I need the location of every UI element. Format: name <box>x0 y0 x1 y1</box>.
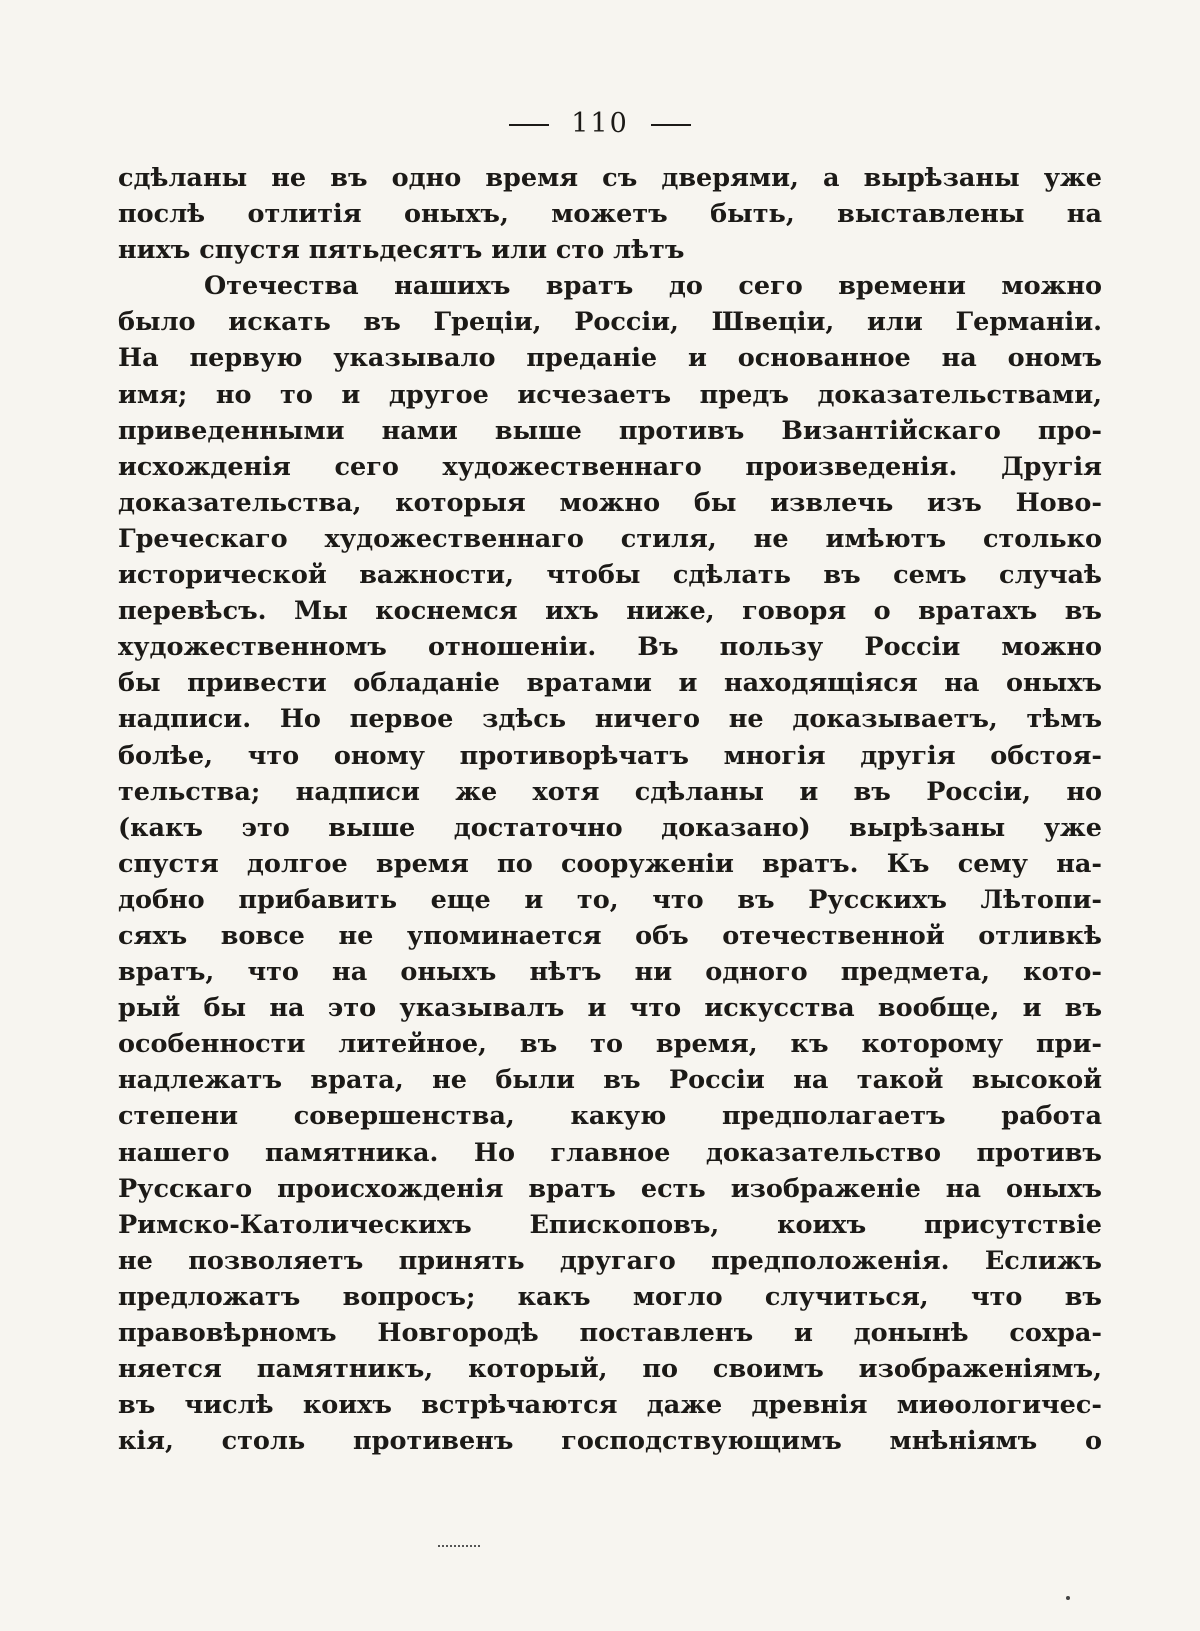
text-line: сдѣланы не въ одно время съ дверями, а вырѣзаны уже <box>118 163 1102 193</box>
text-line: исхожденія сего художественнаго произведенія. Другія <box>118 451 1102 482</box>
page-body-text <box>118 160 1102 1459</box>
text-line: сяхъ вовсе не упоминается объ отечественной отливкѣ <box>118 920 1102 951</box>
text-line: исторической важности, чтобы сдѣлать въ семъ случаѣ <box>118 560 1102 591</box>
text-line: въ числѣ коихъ встрѣчаются даже древнія миѳологичес- <box>118 1390 1102 1421</box>
text-line: послѣ отлитія оныхъ, можетъ быть, выставлены на <box>118 199 1102 230</box>
text-line: не позволяетъ принять другаго предположенія. Еслижъ <box>118 1245 1102 1276</box>
text-line: На первую указывало преданіе и основанное на ономъ <box>118 343 1102 374</box>
text-line: особенности литейное, въ то время, къ которому при- <box>118 1029 1102 1060</box>
text-line: доказательства, которыя можно бы извлечь изъ Ново- <box>118 487 1102 518</box>
page-header <box>0 108 1200 139</box>
text-line: надлежатъ врата, не были въ Россіи на такой высокой <box>118 1065 1102 1096</box>
ink-dot <box>1066 1596 1070 1600</box>
header-dash-left <box>509 124 549 126</box>
text-line: спустя долгое время по сооруженіи вратъ. Къ сему на- <box>118 848 1102 879</box>
text-line: имя; но то и другое исчезаетъ предъ доказательствами, <box>118 379 1102 410</box>
text-line: Греческаго художественнаго стиля, не имѣютъ столько <box>118 523 1102 554</box>
text-line: добно прибавить еще и то, что въ Русскихъ Лѣтопи- <box>118 884 1102 915</box>
text-line: Римско-Католическихъ Епископовъ, коихъ присутствіе <box>118 1209 1102 1240</box>
text-line: было искать въ Греціи, Россіи, Швеціи, или Германіи. <box>118 307 1102 338</box>
text-line: правовѣрномъ Новгородѣ поставленъ и донынѣ сохра- <box>118 1318 1102 1348</box>
text-line: нашего памятника. Но главное доказательство противъ <box>118 1137 1102 1168</box>
text-line: нихъ спустя пятьдесятъ или сто лѣтъ <box>118 235 685 266</box>
text-line: надписи. Но первое здѣсь ничего не доказываетъ, тѣмъ <box>118 704 1102 735</box>
text-line: художественномъ отношеніи. Въ пользу Россіи можно <box>118 632 1102 663</box>
text-line: няется памятникъ, который, по своимъ изображеніямъ, <box>118 1354 1102 1385</box>
text-line: степени совершенства, какую предполагаетъ работа <box>118 1101 1102 1132</box>
text-line: предложатъ вопросъ; какъ могло случиться, что въ <box>118 1281 1102 1312</box>
text-line: Отечества нашихъ вратъ до сего времени можно <box>204 271 1102 302</box>
text-line: приведенными нами выше противъ Византійскаго про- <box>118 415 1102 446</box>
text-line: рый бы на это указывалъ и что искусства вообще, и въ <box>118 993 1102 1024</box>
text-line: вратъ, что на оныхъ нѣтъ ни одного предмета, кото- <box>118 957 1102 988</box>
text-line: перевѣсъ. Мы коснемся ихъ ниже, говоря о вратахъ въ <box>118 596 1102 627</box>
text-line: Русскаго происхожденія вратъ есть изображеніе на оныхъ <box>118 1173 1102 1204</box>
header-dash-right <box>651 124 691 126</box>
text-line: (какъ это выше достаточно доказано) вырѣзаны уже <box>118 812 1102 843</box>
text-line: бы привести обладаніе вратами и находящіяся на оныхъ <box>118 668 1102 699</box>
text-line: тельства; надписи же хотя сдѣланы и въ Россіи, но <box>118 776 1102 807</box>
text-line: болѣе, что оному противорѣчатъ многія другія обстоя- <box>118 740 1102 771</box>
text-line: кія, столь противенъ господствующимъ мнѣніямъ о <box>118 1426 1102 1457</box>
ink-smudge <box>438 1545 480 1547</box>
page-number: 110 <box>571 108 629 139</box>
